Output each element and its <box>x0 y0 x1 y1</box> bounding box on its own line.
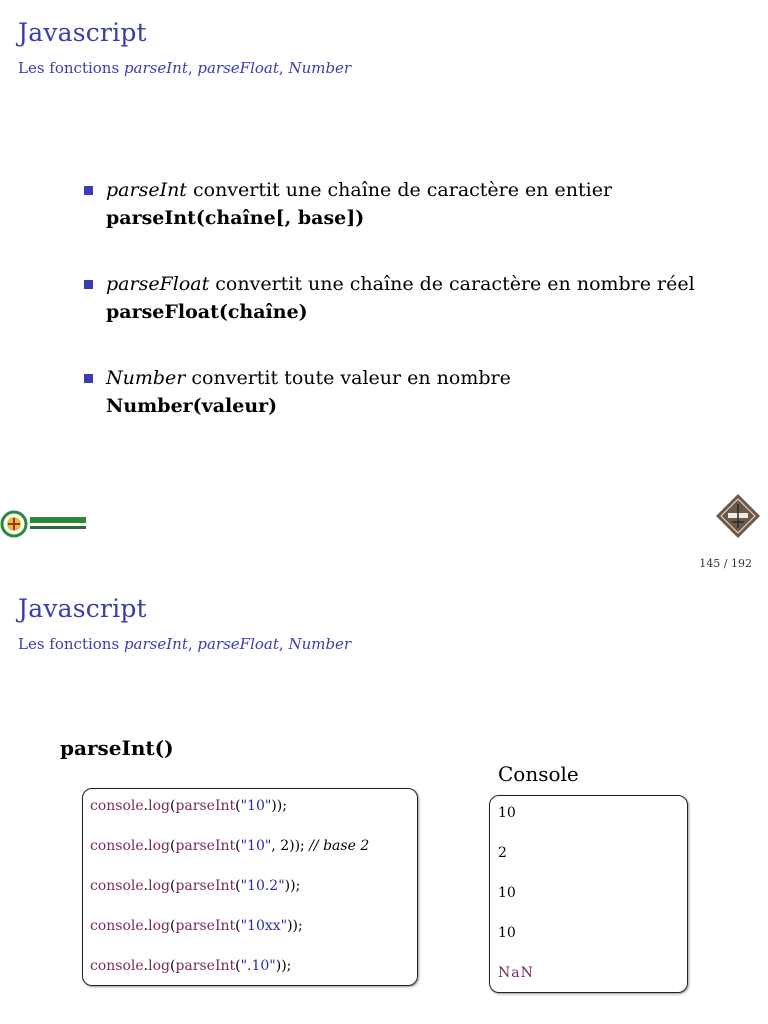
bullet-function-name: Number <box>106 367 186 389</box>
code-line <box>90 878 300 894</box>
code-line <box>90 918 303 934</box>
console-output-line: 2 <box>498 845 507 861</box>
console-output-box <box>489 795 688 993</box>
bullet-item <box>84 176 744 232</box>
bullet-description: convertit une chaîne de caractère en entier <box>186 179 613 201</box>
code-function: parseInt <box>175 798 236 814</box>
slide-146 <box>0 576 768 1024</box>
code-object: console <box>90 838 144 854</box>
bullet-square-icon <box>84 374 93 383</box>
code-paren: ( <box>170 958 176 974</box>
code-object: console <box>90 878 144 894</box>
code-close: )); <box>287 918 303 934</box>
code-dot: . <box>143 838 149 854</box>
code-paren: ( <box>235 878 241 894</box>
console-output-line: 10 <box>498 925 516 941</box>
bullet-function-name: parseFloat <box>106 273 210 295</box>
code-function: parseInt <box>175 958 236 974</box>
code-string: ".10" <box>240 958 276 974</box>
bullet-syntax: parseFloat(chaîne) <box>106 301 308 323</box>
department-emblem-icon <box>714 492 762 540</box>
bullet-description: convertit toute valeur en nombre <box>185 367 511 389</box>
subtitle-separator: , <box>278 59 289 77</box>
code-paren: ( <box>235 958 241 974</box>
code-string: "10xx" <box>240 918 288 934</box>
console-output-line: 10 <box>498 805 516 821</box>
code-function: parseInt <box>175 838 236 854</box>
university-logo <box>0 508 100 540</box>
code-line <box>90 958 291 974</box>
code-method: log <box>148 838 170 854</box>
code-comment: // base 2 <box>309 838 370 854</box>
code-dot: . <box>143 958 149 974</box>
code-method: log <box>148 918 170 934</box>
subtitle-separator: , <box>187 635 198 653</box>
console-output-line: NaN <box>498 965 534 981</box>
bullet-syntax: parseInt(chaîne[, base]) <box>106 207 365 229</box>
code-string: "10" <box>240 798 272 814</box>
code-argument: , 2 <box>271 838 290 854</box>
code-method: log <box>148 798 170 814</box>
code-paren: ( <box>235 918 241 934</box>
bullet-item <box>84 270 744 326</box>
code-string: "10.2" <box>240 878 285 894</box>
code-line <box>90 798 287 814</box>
code-paren: ( <box>170 878 176 894</box>
subtitle-fn-parsefloat: parseFloat <box>197 59 279 77</box>
console-label: Console <box>498 762 579 786</box>
slide-subtitle <box>18 59 351 77</box>
section-heading: parseInt() <box>60 736 174 760</box>
subtitle-fn-parseint: parseInt <box>123 635 188 653</box>
code-object: console <box>90 798 144 814</box>
subtitle-fn-number: Number <box>288 59 352 77</box>
code-paren: ( <box>235 838 241 854</box>
code-method: log <box>148 958 170 974</box>
subtitle-fn-parseint: parseInt <box>123 59 188 77</box>
bullet-function-name: parseInt <box>106 179 187 201</box>
subtitle-separator: , <box>187 59 198 77</box>
code-close: )); <box>275 958 292 974</box>
subtitle-fn-number: Number <box>288 635 352 653</box>
bullet-item <box>84 364 744 420</box>
code-dot: . <box>143 918 149 934</box>
code-paren: ( <box>170 838 176 854</box>
code-close: )); <box>284 878 301 894</box>
code-close: )); <box>271 798 287 814</box>
code-object: console <box>90 918 144 934</box>
code-paren: ( <box>235 798 241 814</box>
slide-title: Javascript <box>18 18 147 47</box>
code-close: )); <box>289 838 310 854</box>
subtitle-prefix: Les fonctions <box>18 59 124 77</box>
bullet-square-icon <box>84 186 93 195</box>
subtitle-fn-parsefloat: parseFloat <box>197 635 279 653</box>
bullet-description: convertit une chaîne de caractère en nombre réel <box>209 273 695 295</box>
code-paren: ( <box>170 798 176 814</box>
code-function: parseInt <box>175 918 236 934</box>
bullet-syntax: Number(valeur) <box>106 395 278 417</box>
code-function: parseInt <box>175 878 236 894</box>
slide-title: Javascript <box>18 594 147 623</box>
code-line <box>90 838 369 854</box>
subtitle-separator: , <box>278 635 289 653</box>
code-dot: . <box>143 878 149 894</box>
code-method: log <box>148 878 170 894</box>
code-object: console <box>90 958 144 974</box>
code-string: "10" <box>240 838 272 854</box>
slide-subtitle <box>18 635 351 653</box>
code-block <box>82 788 418 986</box>
code-paren: ( <box>170 918 176 934</box>
console-output-line: 10 <box>498 885 516 901</box>
bullet-list <box>84 176 744 458</box>
subtitle-prefix: Les fonctions <box>18 635 124 653</box>
page-number: 145 / 192 <box>699 557 752 570</box>
bullet-square-icon <box>84 280 93 289</box>
code-dot: . <box>143 798 149 814</box>
